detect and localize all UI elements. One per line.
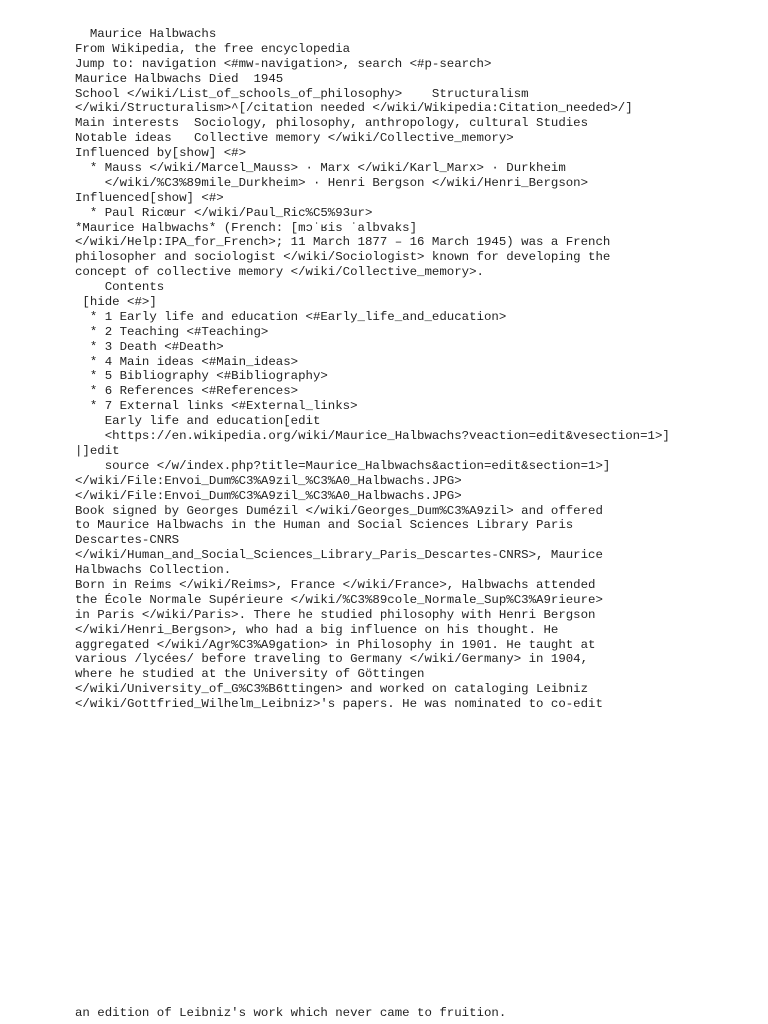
contents-heading: Contents — [75, 280, 165, 295]
toc-item[interactable]: * 7 External links <#External_links> — [75, 399, 358, 414]
site-tagline: From Wikipedia, the free encyclopedia — [75, 41, 351, 56]
infobox-died: Maurice Halbwachs Died 1945 — [75, 71, 284, 86]
contents-hide-link[interactable]: [hide <#>] — [75, 295, 157, 310]
lead-line[interactable]: philosopher and sociologist </wiki/Sociologist> known for developing the — [75, 250, 611, 265]
body-line[interactable]: </wiki/Gottfried_Wilhelm_Leibniz>'s papers. He was nominated to co-edit — [75, 697, 603, 712]
page-title: Maurice Halbwachs — [75, 27, 217, 41]
influenced-by-toggle[interactable]: Influenced by[show] <#> — [75, 146, 247, 161]
body-line[interactable]: Born in Reims </wiki/Reims>, France </wiki/France>, Halbwachs attended — [75, 577, 596, 592]
toc-item[interactable]: * 2 Teaching <#Teaching> — [75, 324, 269, 339]
page-bottom-line: an edition of Leibniz's work which never came to fruition. — [75, 1006, 507, 1020]
caption-line: Descartes-CNRS — [75, 533, 180, 548]
table-of-contents — [75, 310, 755, 414]
list-item[interactable]: * Paul Ricœur </wiki/Paul_Ric%C5%93ur> — [75, 205, 373, 220]
toc-item[interactable]: * 4 Main ideas <#Main_ideas> — [75, 354, 299, 369]
lead-line: *Maurice Halbwachs* (French: [mɔˈʁis ˈalbvaks] — [75, 220, 418, 235]
lead-line[interactable]: concept of collective memory </wiki/Collective_memory>. — [75, 265, 484, 280]
article-text — [75, 27, 755, 712]
toc-item[interactable]: * 6 References <#References> — [75, 384, 299, 399]
toc-item[interactable]: * 3 Death <#Death> — [75, 339, 224, 354]
section-heading — [75, 414, 755, 474]
section-heading-line: Early life and education[edit — [75, 414, 321, 429]
body-line[interactable]: various /lycées/ before traveling to Germany </wiki/Germany> in 1904, — [75, 652, 589, 667]
lead-line[interactable]: </wiki/Help:IPA_for_French>; 11 March 1877 – 16 March 1945) was a French — [75, 235, 611, 250]
toc-item[interactable]: * 1 Early life and education <#Early_life_and_education> — [75, 309, 507, 324]
jump-to-links[interactable]: Jump to: navigation <#mw-navigation>, search <#p-search> — [75, 56, 492, 71]
infobox-notable-ideas[interactable]: Notable ideas Collective memory </wiki/Collective_memory> — [75, 131, 514, 146]
caption-line[interactable]: Book signed by Georges Dumézil </wiki/Georges_Dum%C3%A9zil> and offered — [75, 503, 603, 518]
body-line[interactable]: in Paris </wiki/Paris>. There he studied philosophy with Henri Bergson — [75, 607, 596, 622]
caption-line: to Maurice Halbwachs in the Human and Social Sciences Library Paris — [75, 518, 574, 533]
list-item[interactable]: </wiki/%C3%89mile_Durkheim> · Henri Bergson </wiki/Henri_Bergson> — [75, 175, 589, 190]
image-link[interactable]: </wiki/File:Envoi_Dum%C3%A9zil_%C3%A0_Halbwachs.JPG> — [75, 488, 462, 503]
toc-item[interactable]: * 5 Bibliography <#Bibliography> — [75, 369, 328, 384]
body-line: where he studied at the University of Göttingen — [75, 667, 425, 682]
image-link[interactable]: </wiki/File:Envoi_Dum%C3%A9zil_%C3%A0_Halbwachs.JPG> — [75, 473, 462, 488]
caption-line: Halbwachs Collection. — [75, 563, 232, 578]
infobox-school-cont[interactable]: </wiki/Structuralism>^[/citation needed </wiki/Wikipedia:Citation_needed>/] — [75, 101, 633, 116]
body-line[interactable]: the École Normale Supérieure </wiki/%C3%89cole_Normale_Sup%C3%A9rieure> — [75, 592, 603, 607]
body-line[interactable]: </wiki/Henri_Bergson>, who had a big influence on his thought. He — [75, 622, 559, 637]
list-item[interactable]: * Mauss </wiki/Marcel_Mauss> · Marx </wiki/Karl_Marx> · Durkheim — [75, 161, 566, 176]
infobox-school[interactable]: School </wiki/List_of_schools_of_philosophy> Structuralism — [75, 86, 529, 101]
body-paragraph — [75, 578, 755, 712]
lead-paragraph — [75, 221, 755, 281]
image-caption — [75, 474, 755, 578]
influenced-toggle[interactable]: Influenced[show] <#> — [75, 190, 224, 205]
infobox-main-interests: Main interests Sociology, philosophy, anthropology, cultural Studies — [75, 116, 589, 131]
influenced-by-list — [75, 161, 755, 191]
body-line[interactable]: </wiki/University_of_G%C3%B6ttingen> and worked on cataloging Leibniz — [75, 682, 589, 697]
body-line[interactable]: aggregated </wiki/Agr%C3%A9gation> in Philosophy in 1901. He taught at — [75, 637, 596, 652]
caption-line[interactable]: </wiki/Human_and_Social_Sciences_Library_Paris_Descartes-CNRS>, Maurice — [75, 548, 603, 563]
edit-link[interactable]: <https://en.wikipedia.org/wiki/Maurice_Halbwachs?veaction=edit&vesection=1>] — [75, 429, 670, 444]
infobox-text — [75, 42, 755, 161]
edit-source-link[interactable]: source </w/index.php?title=Maurice_Halbwachs&action=edit&section=1>] — [75, 458, 611, 473]
edit-link[interactable]: |]edit — [75, 443, 120, 458]
